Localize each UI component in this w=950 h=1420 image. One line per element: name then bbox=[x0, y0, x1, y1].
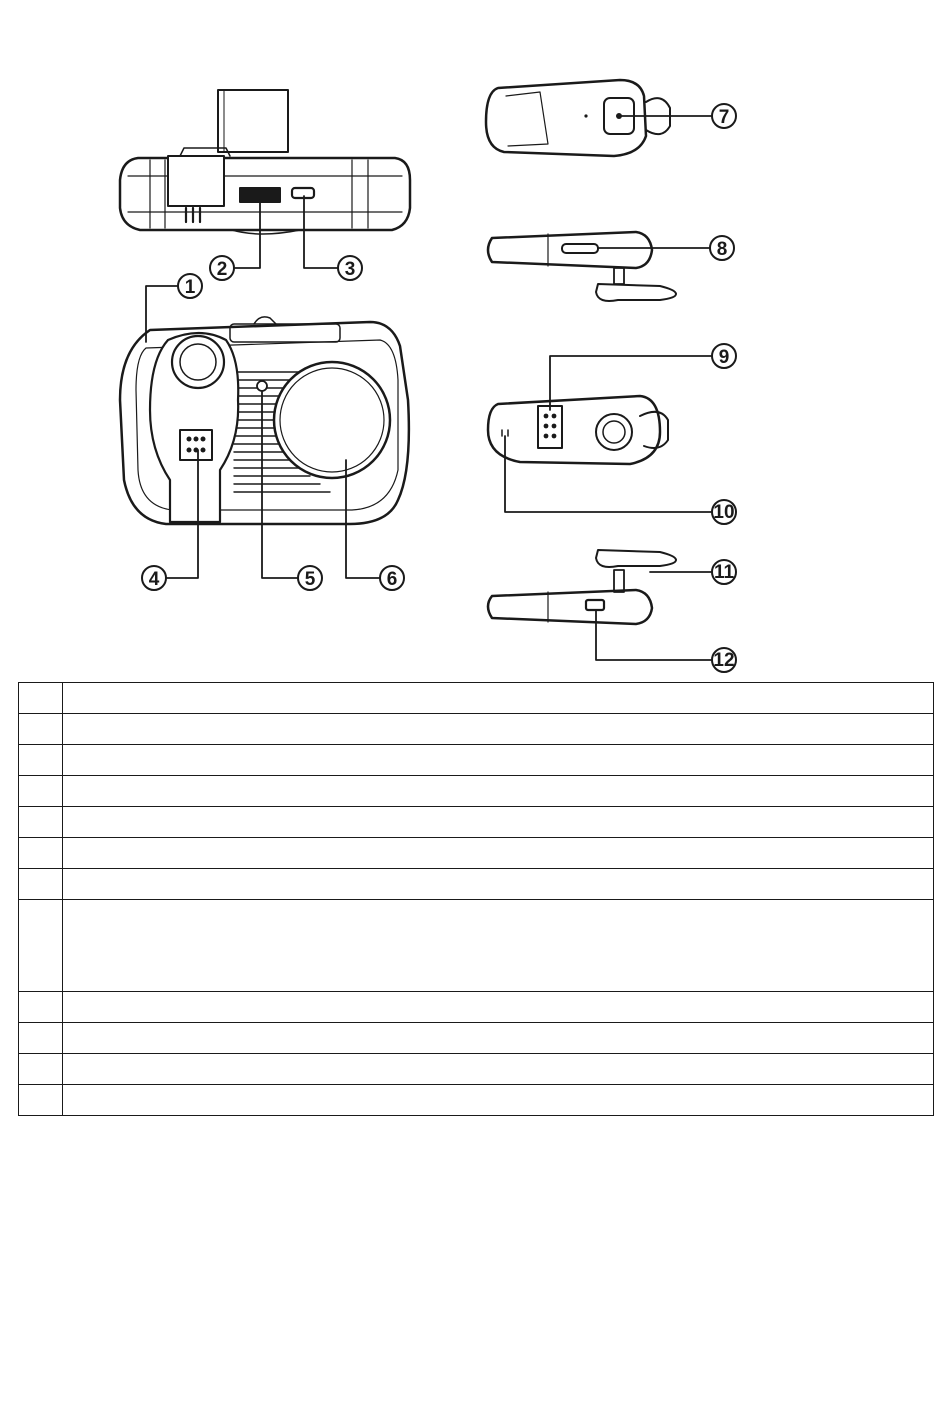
callout-9-label: 9 bbox=[718, 347, 730, 368]
table-row bbox=[19, 776, 934, 807]
table-row bbox=[19, 1085, 934, 1116]
earpiece-side-view bbox=[488, 232, 676, 301]
table-row bbox=[19, 683, 934, 714]
table-row bbox=[19, 900, 934, 992]
row-number bbox=[19, 992, 63, 1023]
row-description bbox=[63, 838, 934, 869]
row-description bbox=[63, 745, 934, 776]
row-number bbox=[19, 1023, 63, 1054]
table-row bbox=[19, 1054, 934, 1085]
micro-usb-port bbox=[586, 600, 604, 610]
earpiece-top-view bbox=[486, 80, 670, 156]
row-description bbox=[63, 683, 934, 714]
row-split-cell bbox=[63, 900, 934, 992]
row-number bbox=[19, 869, 63, 900]
camera-top-view bbox=[120, 90, 410, 234]
volume-slider bbox=[562, 244, 598, 253]
usb-port bbox=[292, 188, 314, 198]
row-number bbox=[19, 807, 63, 838]
row-number bbox=[19, 1085, 63, 1116]
earpiece-other-side-view bbox=[488, 550, 676, 624]
callout-8-label: 8 bbox=[716, 239, 728, 260]
earpiece-bottom-view bbox=[488, 396, 668, 464]
row-description bbox=[63, 1085, 934, 1116]
callout-5-label: 5 bbox=[304, 569, 316, 590]
parts-table bbox=[18, 682, 934, 1116]
callout-1-label: 1 bbox=[184, 277, 196, 298]
callout-12-label: 12 bbox=[713, 650, 735, 671]
row-split-cell bbox=[63, 776, 934, 807]
row-number bbox=[19, 1054, 63, 1085]
table-row bbox=[19, 838, 934, 869]
row-number bbox=[19, 714, 63, 745]
row-split-cell bbox=[63, 807, 934, 838]
callout-4-label: 4 bbox=[148, 569, 160, 590]
row-description bbox=[63, 992, 934, 1023]
table-row bbox=[19, 745, 934, 776]
charging-contacts bbox=[538, 406, 562, 448]
row-split-cell bbox=[63, 714, 934, 745]
callout-2-label: 2 bbox=[216, 259, 228, 280]
callout-3-label: 3 bbox=[344, 259, 356, 280]
device-diagram bbox=[0, 0, 950, 680]
row-number bbox=[19, 745, 63, 776]
row-description bbox=[63, 1054, 934, 1085]
callout-7-label: 7 bbox=[718, 107, 730, 128]
callout-10-label: 10 bbox=[713, 502, 735, 523]
row-description bbox=[63, 1023, 934, 1054]
callout-6-label: 6 bbox=[386, 569, 398, 590]
row-number bbox=[19, 838, 63, 869]
main-lens bbox=[274, 362, 390, 478]
table-row bbox=[19, 869, 934, 900]
camera-front-view bbox=[120, 317, 409, 524]
table-row bbox=[19, 807, 934, 838]
table-row bbox=[19, 714, 934, 745]
table-row bbox=[19, 992, 934, 1023]
callout-11-label: 11 bbox=[713, 562, 735, 583]
table-row bbox=[19, 1023, 934, 1054]
row-number bbox=[19, 900, 63, 992]
row-number bbox=[19, 776, 63, 807]
row-number bbox=[19, 683, 63, 714]
contacts-pad bbox=[180, 430, 212, 460]
indicator-light bbox=[257, 381, 267, 391]
row-description bbox=[63, 869, 934, 900]
